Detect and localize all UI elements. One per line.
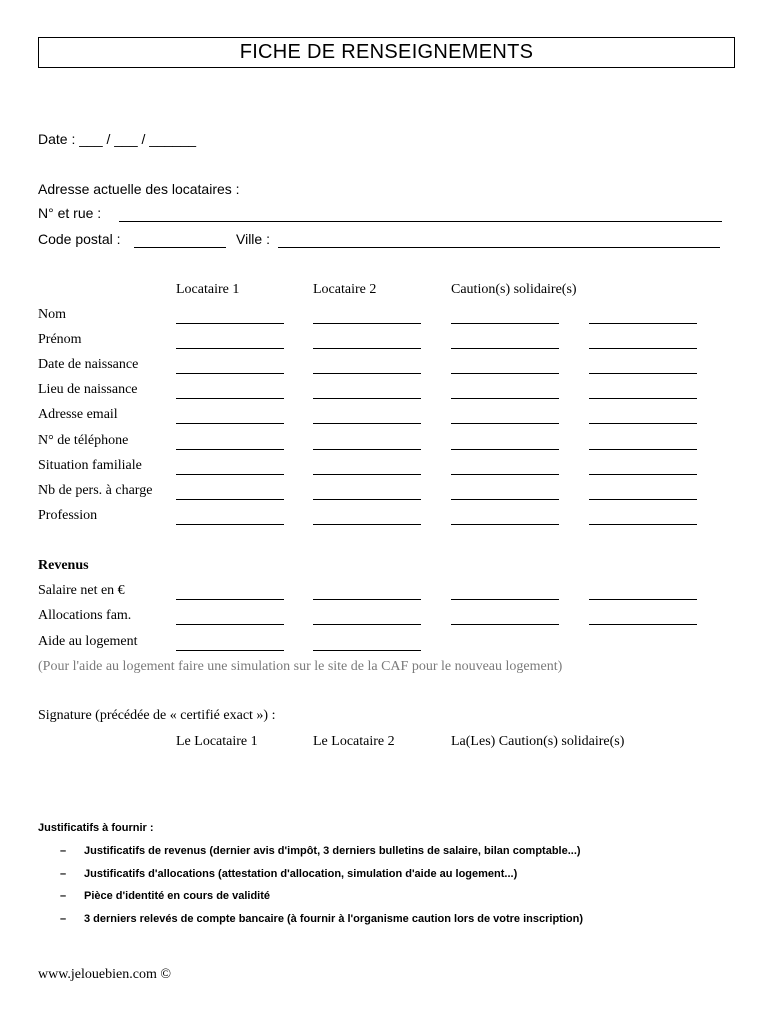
row-label-salaire-net: Salaire net en € bbox=[38, 583, 125, 598]
bullet-dash: – bbox=[60, 868, 67, 880]
row-label-profession: Profession bbox=[38, 508, 98, 523]
lieu-de-naissance-blank-line-3 bbox=[451, 398, 559, 399]
signature-cautions: La(Les) Caution(s) solidaire(s) bbox=[451, 734, 625, 749]
street-label: N° et rue : bbox=[38, 205, 102, 221]
date-label: Date : ___ / ___ / ______ bbox=[38, 131, 197, 147]
justificatifs-heading: Justificatifs à fournir : bbox=[38, 822, 154, 834]
row-label-prenom: Prénom bbox=[38, 332, 82, 347]
nb-pers-a-charge-blank-line-4 bbox=[589, 499, 697, 500]
date-de-naissance-blank-line-4 bbox=[589, 373, 697, 374]
situation-familiale-blank-line-3 bbox=[451, 474, 559, 475]
adresse-email-blank-line-1 bbox=[176, 423, 284, 424]
row-label-aide-au-logement: Aide au logement bbox=[38, 634, 138, 649]
row-label-allocations-fam: Allocations fam. bbox=[38, 608, 132, 623]
prenom-blank-line-1 bbox=[176, 348, 284, 349]
justificatif-item: Pièce d'identité en cours de validité bbox=[84, 890, 271, 902]
row-label-nom: Nom bbox=[38, 307, 66, 322]
profession-blank-line-2 bbox=[313, 524, 421, 525]
date-de-naissance-blank-line-2 bbox=[313, 373, 421, 374]
nom-blank-line-3 bbox=[451, 323, 559, 324]
column-header-locataire-2: Locataire 2 bbox=[313, 282, 377, 297]
column-header-locataire-1: Locataire 1 bbox=[176, 282, 240, 297]
profession-blank-line-1 bbox=[176, 524, 284, 525]
salaire-net-blank-line-1 bbox=[176, 599, 284, 600]
page-title: FICHE DE RENSEIGNEMENTS bbox=[239, 41, 534, 63]
footer-url: www.jelouebien.com © bbox=[38, 967, 171, 982]
allocations-fam-blank-line-4 bbox=[589, 624, 697, 625]
allocations-fam-blank-line-2 bbox=[313, 624, 421, 625]
title-box bbox=[38, 37, 735, 68]
row-label-nb-pers-a-charge: Nb de pers. à charge bbox=[38, 483, 153, 498]
aide-au-logement-blank-line-1 bbox=[176, 650, 284, 651]
row-label-adresse-email: Adresse email bbox=[38, 407, 118, 422]
salaire-net-blank-line-3 bbox=[451, 599, 559, 600]
date-de-naissance-blank-line-3 bbox=[451, 373, 559, 374]
revenus-heading: Revenus bbox=[38, 558, 89, 573]
justificatif-item: Justificatifs de revenus (dernier avis d'impôt, 3 derniers bulletins de salaire, bilan comptable...) bbox=[84, 845, 581, 857]
address-heading: Adresse actuelle des locataires : bbox=[38, 181, 240, 197]
prenom-blank-line-4 bbox=[589, 348, 697, 349]
adresse-email-blank-line-2 bbox=[313, 423, 421, 424]
profession-blank-line-3 bbox=[451, 524, 559, 525]
street-blank-line bbox=[119, 221, 722, 222]
postal-code-blank-line bbox=[134, 247, 226, 248]
telephone-blank-line-4 bbox=[589, 449, 697, 450]
salaire-net-blank-line-4 bbox=[589, 599, 697, 600]
nb-pers-a-charge-blank-line-1 bbox=[176, 499, 284, 500]
bullet-dash: – bbox=[60, 890, 67, 902]
city-label: Ville : bbox=[236, 231, 270, 247]
signature-locataire-1: Le Locataire 1 bbox=[176, 734, 258, 749]
prenom-blank-line-3 bbox=[451, 348, 559, 349]
allocations-fam-blank-line-1 bbox=[176, 624, 284, 625]
signature-label: Signature (précédée de « certifié exact ») : bbox=[38, 708, 276, 723]
lieu-de-naissance-blank-line-2 bbox=[313, 398, 421, 399]
aide-au-logement-blank-line-2 bbox=[313, 650, 421, 651]
column-header-cautions: Caution(s) solidaire(s) bbox=[451, 282, 577, 297]
telephone-blank-line-2 bbox=[313, 449, 421, 450]
row-label-telephone: N° de téléphone bbox=[38, 433, 129, 448]
adresse-email-blank-line-4 bbox=[589, 423, 697, 424]
justificatif-item: Justificatifs d'allocations (attestation d'allocation, simulation d'aide au logement...) bbox=[84, 868, 518, 880]
salaire-net-blank-line-2 bbox=[313, 599, 421, 600]
bullet-dash: – bbox=[60, 845, 67, 857]
nb-pers-a-charge-blank-line-3 bbox=[451, 499, 559, 500]
adresse-email-blank-line-3 bbox=[451, 423, 559, 424]
profession-blank-line-4 bbox=[589, 524, 697, 525]
row-label-lieu-de-naissance: Lieu de naissance bbox=[38, 382, 138, 397]
row-label-situation-familiale: Situation familiale bbox=[38, 458, 142, 473]
city-blank-line bbox=[278, 247, 720, 248]
signature-locataire-2: Le Locataire 2 bbox=[313, 734, 395, 749]
telephone-blank-line-1 bbox=[176, 449, 284, 450]
nom-blank-line-4 bbox=[589, 323, 697, 324]
postal-code-label: Code postal : bbox=[38, 231, 121, 247]
caf-note: (Pour l'aide au logement faire une simulation sur le site de la CAF pour le nouveau logement) bbox=[38, 659, 563, 674]
nom-blank-line-2 bbox=[313, 323, 421, 324]
lieu-de-naissance-blank-line-1 bbox=[176, 398, 284, 399]
situation-familiale-blank-line-2 bbox=[313, 474, 421, 475]
date-de-naissance-blank-line-1 bbox=[176, 373, 284, 374]
situation-familiale-blank-line-4 bbox=[589, 474, 697, 475]
allocations-fam-blank-line-3 bbox=[451, 624, 559, 625]
lieu-de-naissance-blank-line-4 bbox=[589, 398, 697, 399]
telephone-blank-line-3 bbox=[451, 449, 559, 450]
situation-familiale-blank-line-1 bbox=[176, 474, 284, 475]
nb-pers-a-charge-blank-line-2 bbox=[313, 499, 421, 500]
bullet-dash: – bbox=[60, 913, 67, 925]
justificatif-item: 3 derniers relevés de compte bancaire (à fournir à l'organisme caution lors de votre inscription) bbox=[84, 913, 583, 925]
nom-blank-line-1 bbox=[176, 323, 284, 324]
prenom-blank-line-2 bbox=[313, 348, 421, 349]
row-label-date-de-naissance: Date de naissance bbox=[38, 357, 139, 372]
